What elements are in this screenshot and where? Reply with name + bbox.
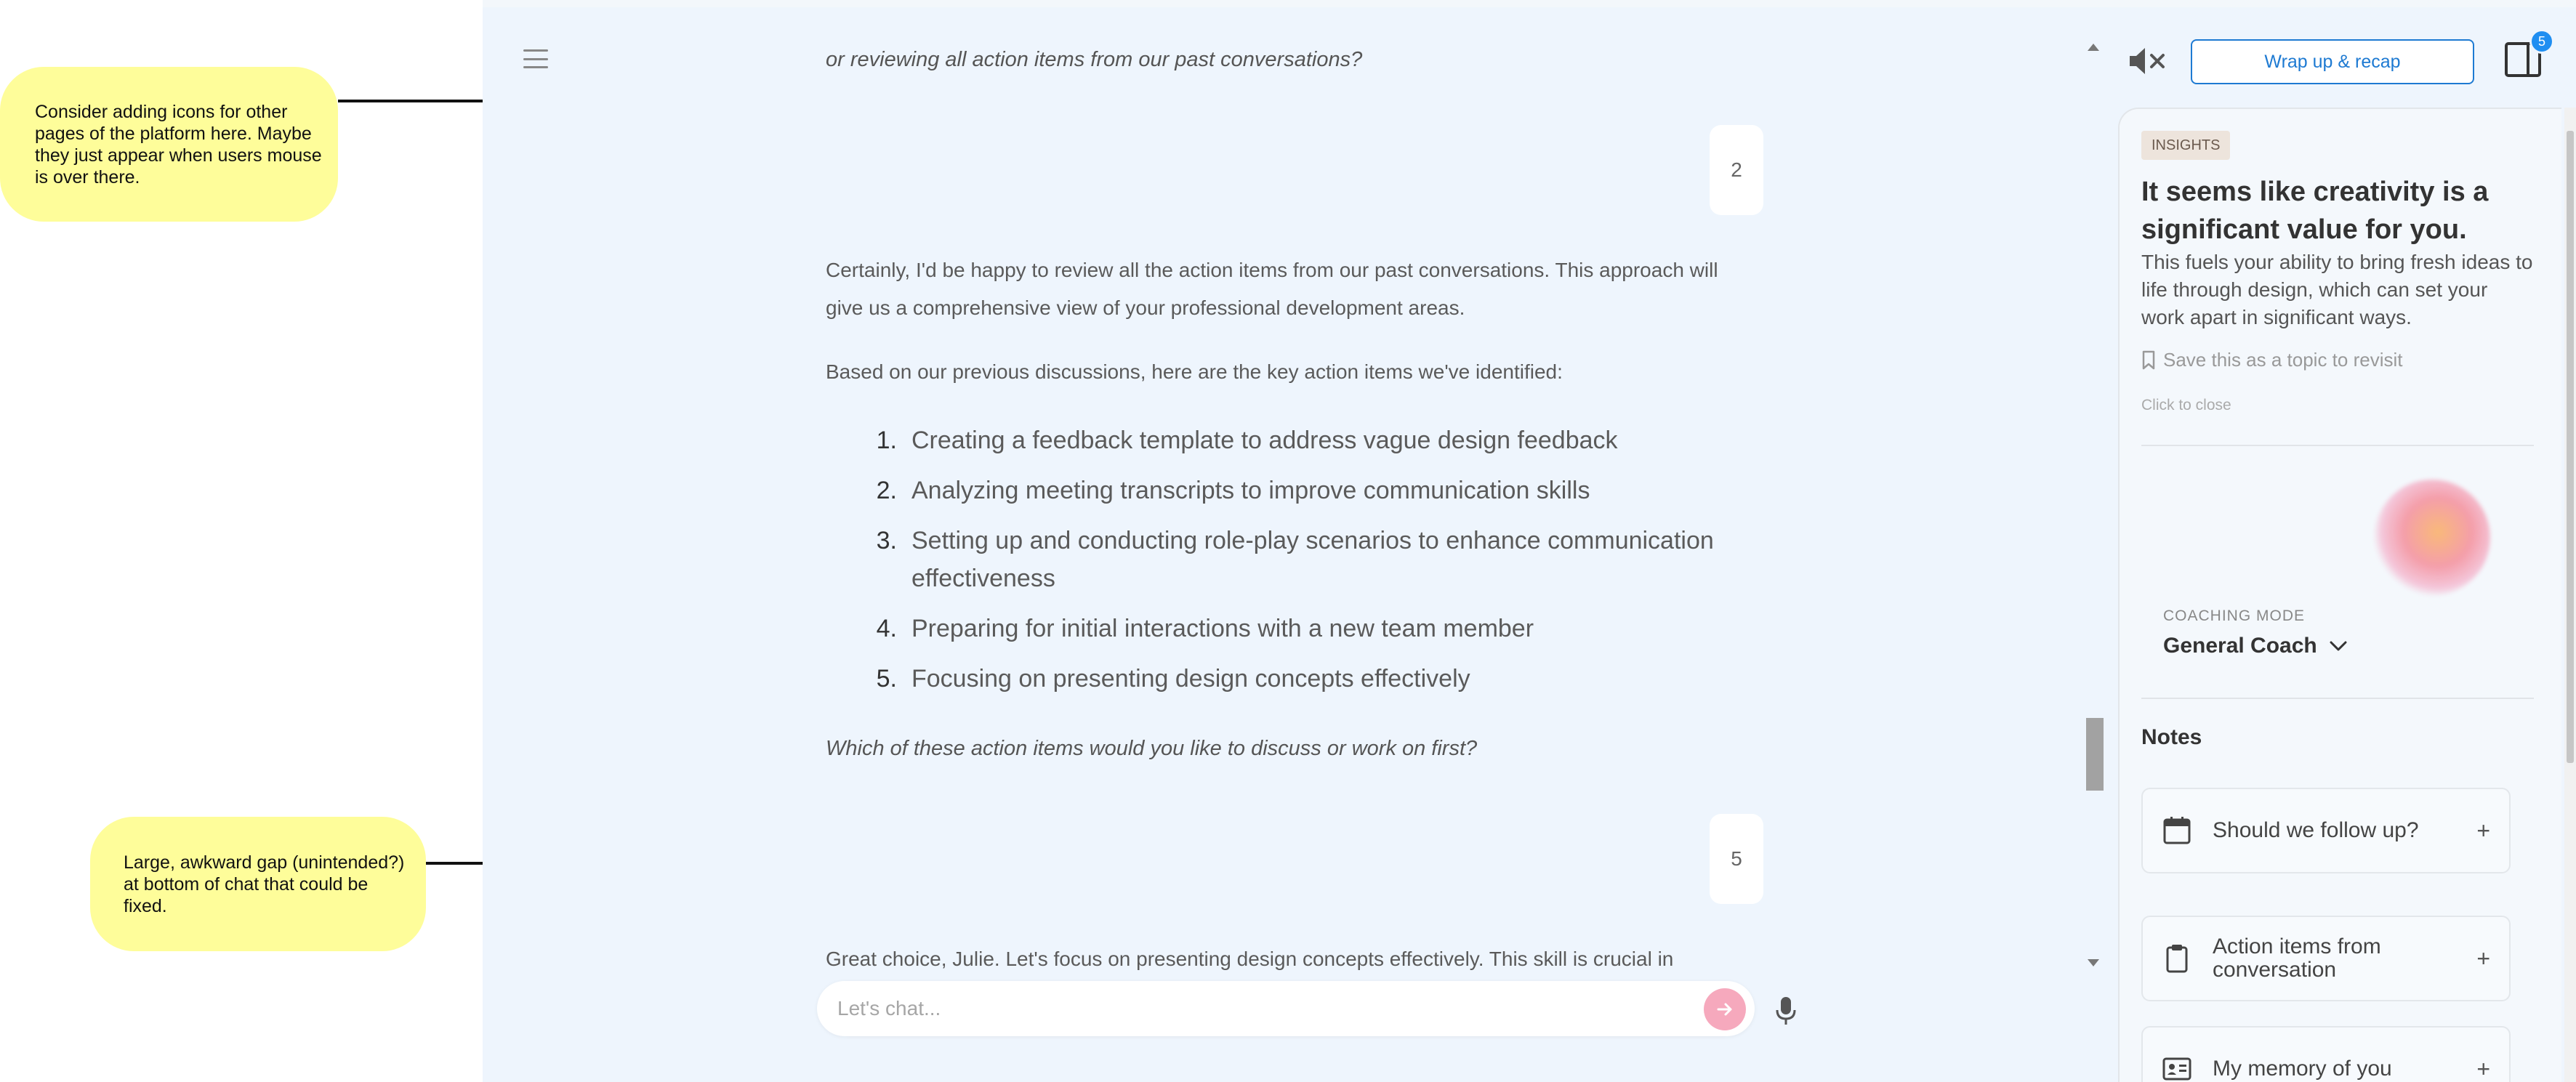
list-item-number: 1. — [876, 427, 897, 454]
chat-input[interactable] — [837, 991, 1637, 1026]
annotation-note-gap: Large, awkward gap (unintended?) at bottom of chat that could be fixed. — [90, 817, 426, 951]
note-card-memory[interactable] — [2141, 1026, 2511, 1082]
chat-scrollbar-thumb[interactable] — [2086, 718, 2104, 791]
assistant-reply-paragraph: Based on our previous discussions, here are the key action items we've identified: — [826, 360, 1563, 383]
action-items-list — [864, 421, 1765, 710]
list-item — [864, 421, 1765, 459]
plus-icon[interactable]: + — [2476, 1055, 2490, 1082]
note-card-label: My memory of you — [2213, 1057, 2392, 1081]
list-item — [864, 472, 1765, 509]
chat-scroll-up-arrow[interactable] — [2088, 44, 2099, 51]
plus-icon[interactable]: + — [2476, 945, 2490, 972]
plus-icon[interactable]: + — [2476, 817, 2490, 844]
coaching-mode-label: COACHING MODE — [2163, 607, 2306, 624]
assistant-partial-reply: Great choice, Julie. Let's focus on presenting design concepts effectively. This skill is crucial in — [826, 948, 1674, 970]
notification-badge: 5 — [2529, 29, 2554, 54]
arrow-right-icon — [1715, 1000, 1734, 1019]
list-item-number: 3. — [876, 527, 897, 554]
chat-previous-question: or reviewing all action items from our past conversations? — [826, 48, 1363, 71]
list-item-number: 4. — [876, 615, 897, 642]
list-item — [864, 610, 1765, 647]
panel-divider — [2141, 445, 2534, 446]
list-item — [864, 660, 1765, 698]
list-item-number: 5. — [876, 665, 897, 693]
panel-divider — [2141, 698, 2534, 699]
click-to-close[interactable]: Click to close — [2141, 397, 2231, 413]
coaching-mode-dropdown[interactable] — [2163, 634, 2348, 658]
chat-scroll-down-arrow[interactable] — [2088, 959, 2099, 966]
insights-tag: INSIGHTS — [2141, 131, 2230, 160]
insight-body: This fuels your ability to bring fresh ideas to life through design, which can set your work apart in significant ways. — [2141, 251, 2533, 328]
note-card-label: Should we follow up? — [2213, 818, 2419, 842]
annotation-note-icons: Consider adding icons for other pages of the platform here. Maybe they just appear when users mouse is over there. — [0, 67, 338, 222]
calendar-icon — [2162, 815, 2192, 846]
clipboard-icon — [2162, 943, 2192, 974]
wrap-up-recap-button[interactable]: Wrap up & recap — [2191, 39, 2474, 84]
chat-input-bar — [817, 981, 1755, 1036]
list-item-text: Setting up and conducting role-play scenarios to enhance communication effectiveness — [911, 527, 1714, 592]
list-item-text: Preparing for initial interactions with a new team member — [911, 615, 1534, 642]
send-button[interactable] — [1704, 988, 1746, 1030]
insight-title: It seems like creativity is a significant value for you. — [2141, 177, 2489, 245]
list-item-text: Focusing on presenting design concepts effectively — [911, 665, 1470, 693]
chevron-down-icon — [2329, 640, 2348, 652]
note-card-follow-up[interactable] — [2141, 788, 2511, 873]
save-topic-link[interactable] — [2141, 349, 2402, 371]
user-message-bubble: 5 — [1710, 814, 1763, 904]
list-item-number: 2. — [876, 477, 897, 504]
app-top-band — [483, 0, 2576, 7]
list-item-text: Creating a feedback template to address vague design feedback — [911, 427, 1618, 454]
microphone-icon[interactable] — [1775, 996, 1797, 1026]
note-card-action-items[interactable] — [2141, 916, 2511, 1001]
id-card-icon — [2162, 1054, 2192, 1082]
user-message-bubble: 2 — [1710, 125, 1763, 215]
list-item-text: Analyzing meeting transcripts to improve communication skills — [911, 477, 1590, 504]
panel-scrollbar-thumb[interactable] — [2567, 131, 2574, 763]
list-item — [864, 522, 1765, 597]
mute-icon[interactable] — [2127, 45, 2168, 77]
coaching-mode-value: General Coach — [2163, 634, 2317, 658]
save-topic-label: Save this as a topic to revisit — [2163, 349, 2403, 371]
panel-scrollbar[interactable] — [2564, 108, 2576, 1082]
menu-icon[interactable] — [523, 49, 548, 68]
coach-avatar-orb — [2374, 480, 2490, 596]
assistant-reply-paragraph: Certainly, I'd be happy to review all the action items from our past conversations. This approach will give us a comprehensive view of your professional development areas. — [826, 259, 1718, 319]
bookmark-icon — [2141, 350, 2156, 371]
insights-panel — [2118, 108, 2561, 1082]
notes-heading: Notes — [2141, 725, 2202, 749]
assistant-followup-question: Which of these action items would you like to discuss or work on first? — [826, 737, 1478, 760]
note-card-label: Action items from conversation — [2213, 934, 2381, 982]
